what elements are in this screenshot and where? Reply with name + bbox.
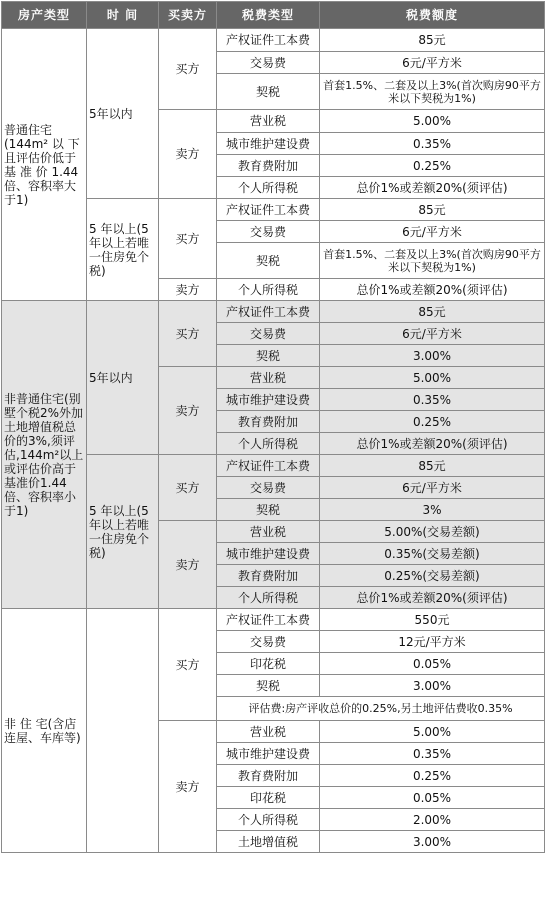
tax-type: 教育费附加 bbox=[217, 565, 320, 587]
tax-amount: 3.00% bbox=[320, 831, 545, 853]
party-seller: 卖方 bbox=[159, 110, 217, 199]
time-over-5y: 5 年以上(5年以上若唯一住房免个税) bbox=[87, 199, 159, 301]
header-tax-type: 税费类型 bbox=[217, 2, 320, 29]
tax-amount: 12元/平方米 bbox=[320, 631, 545, 653]
header-time: 时 间 bbox=[87, 2, 159, 29]
party-seller: 卖方 bbox=[159, 279, 217, 301]
header-row bbox=[2, 2, 545, 29]
tax-amount: 85元 bbox=[320, 455, 545, 477]
header-tax-amount: 税费额度 bbox=[320, 2, 545, 29]
tax-type: 交易费 bbox=[217, 323, 320, 345]
tax-amount: 3.00% bbox=[320, 675, 545, 697]
tax-type: 城市维护建设费 bbox=[217, 133, 320, 155]
party-seller: 卖方 bbox=[159, 721, 217, 853]
tax-amount: 5.00% bbox=[320, 110, 545, 133]
party-buyer: 买方 bbox=[159, 609, 217, 721]
tax-type: 营业税 bbox=[217, 521, 320, 543]
tax-type: 契税 bbox=[217, 74, 320, 110]
tax-type: 契税 bbox=[217, 345, 320, 367]
tax-type: 交易费 bbox=[217, 52, 320, 74]
tax-type: 契税 bbox=[217, 675, 320, 697]
tax-amount: 0.35% bbox=[320, 743, 545, 765]
party-buyer: 买方 bbox=[159, 455, 217, 521]
tax-amount: 总价1%或差额20%(须评估) bbox=[320, 587, 545, 609]
tax-amount: 0.25% bbox=[320, 155, 545, 177]
tax-amount: 3% bbox=[320, 499, 545, 521]
tax-type: 印花税 bbox=[217, 787, 320, 809]
time-empty bbox=[87, 609, 159, 853]
tax-amount: 总价1%或差额20%(须评估) bbox=[320, 177, 545, 199]
tax-fee-table bbox=[1, 1, 545, 853]
tax-amount: 0.25% bbox=[320, 411, 545, 433]
tax-type: 个人所得税 bbox=[217, 433, 320, 455]
tax-amount: 0.05% bbox=[320, 787, 545, 809]
tax-amount: 3.00% bbox=[320, 345, 545, 367]
tax-type: 个人所得税 bbox=[217, 279, 320, 301]
tax-amount: 总价1%或差额20%(须评估) bbox=[320, 433, 545, 455]
tax-type: 产权证件工本费 bbox=[217, 199, 320, 221]
tax-amount: 总价1%或差额20%(须评估) bbox=[320, 279, 545, 301]
tax-type: 个人所得税 bbox=[217, 587, 320, 609]
property-type-non-ordinary: 非普通住宅(别墅个税2%外加土地增值税总价的3%,须评估,144m²以上或评估价高于基准价1.44倍、容积率小于1) bbox=[2, 301, 87, 609]
tax-amount: 2.00% bbox=[320, 809, 545, 831]
party-buyer: 买方 bbox=[159, 199, 217, 279]
tax-type: 交易费 bbox=[217, 477, 320, 499]
assessment-fee-note: 评估费:房产评收总价的0.25%,另土地评估费收0.35% bbox=[217, 697, 545, 721]
tax-type: 交易费 bbox=[217, 631, 320, 653]
tax-type: 营业税 bbox=[217, 721, 320, 743]
tax-amount: 6元/平方米 bbox=[320, 52, 545, 74]
tax-amount: 0.25% bbox=[320, 765, 545, 787]
tax-amount: 5.00% bbox=[320, 367, 545, 389]
tax-amount: 0.35% bbox=[320, 133, 545, 155]
tax-amount: 0.05% bbox=[320, 653, 545, 675]
tax-type: 城市维护建设费 bbox=[217, 743, 320, 765]
tax-type: 印花税 bbox=[217, 653, 320, 675]
tax-type: 产权证件工本费 bbox=[217, 301, 320, 323]
tax-type: 营业税 bbox=[217, 367, 320, 389]
tax-amount: 85元 bbox=[320, 199, 545, 221]
party-seller: 卖方 bbox=[159, 367, 217, 455]
tax-type: 教育费附加 bbox=[217, 155, 320, 177]
tax-amount: 0.35% bbox=[320, 389, 545, 411]
tax-amount: 5.00% bbox=[320, 721, 545, 743]
tax-type: 契税 bbox=[217, 499, 320, 521]
tax-type: 个人所得税 bbox=[217, 809, 320, 831]
tax-type: 交易费 bbox=[217, 221, 320, 243]
tax-type: 教育费附加 bbox=[217, 411, 320, 433]
tax-type: 营业税 bbox=[217, 110, 320, 133]
property-type-non-residential: 非 住 宅(含店连屋、车库等) bbox=[2, 609, 87, 853]
tax-amount: 0.25%(交易差额) bbox=[320, 565, 545, 587]
tax-amount: 6元/平方米 bbox=[320, 477, 545, 499]
tax-type: 城市维护建设费 bbox=[217, 543, 320, 565]
tax-amount: 0.35%(交易差额) bbox=[320, 543, 545, 565]
party-buyer: 买方 bbox=[159, 29, 217, 110]
time-over-5y: 5 年以上(5年以上若唯一住房免个税) bbox=[87, 455, 159, 609]
tax-type: 城市维护建设费 bbox=[217, 389, 320, 411]
table-row bbox=[2, 609, 545, 631]
tax-amount: 85元 bbox=[320, 301, 545, 323]
party-seller: 卖方 bbox=[159, 521, 217, 609]
tax-type: 个人所得税 bbox=[217, 177, 320, 199]
table-row bbox=[2, 301, 545, 323]
header-property-type: 房产类型 bbox=[2, 2, 87, 29]
table-row bbox=[2, 29, 545, 52]
header-party: 买卖方 bbox=[159, 2, 217, 29]
tax-type: 产权证件工本费 bbox=[217, 29, 320, 52]
tax-amount: 6元/平方米 bbox=[320, 221, 545, 243]
tax-amount: 550元 bbox=[320, 609, 545, 631]
property-type-ordinary: 普通住宅(144m² 以 下且评估价低于基 准 价 1.44倍、容积率大于1) bbox=[2, 29, 87, 301]
tax-amount: 6元/平方米 bbox=[320, 323, 545, 345]
tax-type: 教育费附加 bbox=[217, 765, 320, 787]
party-buyer: 买方 bbox=[159, 301, 217, 367]
tax-type: 产权证件工本费 bbox=[217, 609, 320, 631]
tax-amount: 首套1.5%、二套及以上3%(首次购房90平方米以下契税为1%) bbox=[320, 243, 545, 279]
tax-type: 契税 bbox=[217, 243, 320, 279]
tax-amount: 5.00%(交易差额) bbox=[320, 521, 545, 543]
time-within-5y: 5年以内 bbox=[87, 301, 159, 455]
tax-amount: 85元 bbox=[320, 29, 545, 52]
tax-type: 土地增值税 bbox=[217, 831, 320, 853]
tax-amount: 首套1.5%、二套及以上3%(首次购房90平方米以下契税为1%) bbox=[320, 74, 545, 110]
time-within-5y: 5年以内 bbox=[87, 29, 159, 199]
tax-type: 产权证件工本费 bbox=[217, 455, 320, 477]
